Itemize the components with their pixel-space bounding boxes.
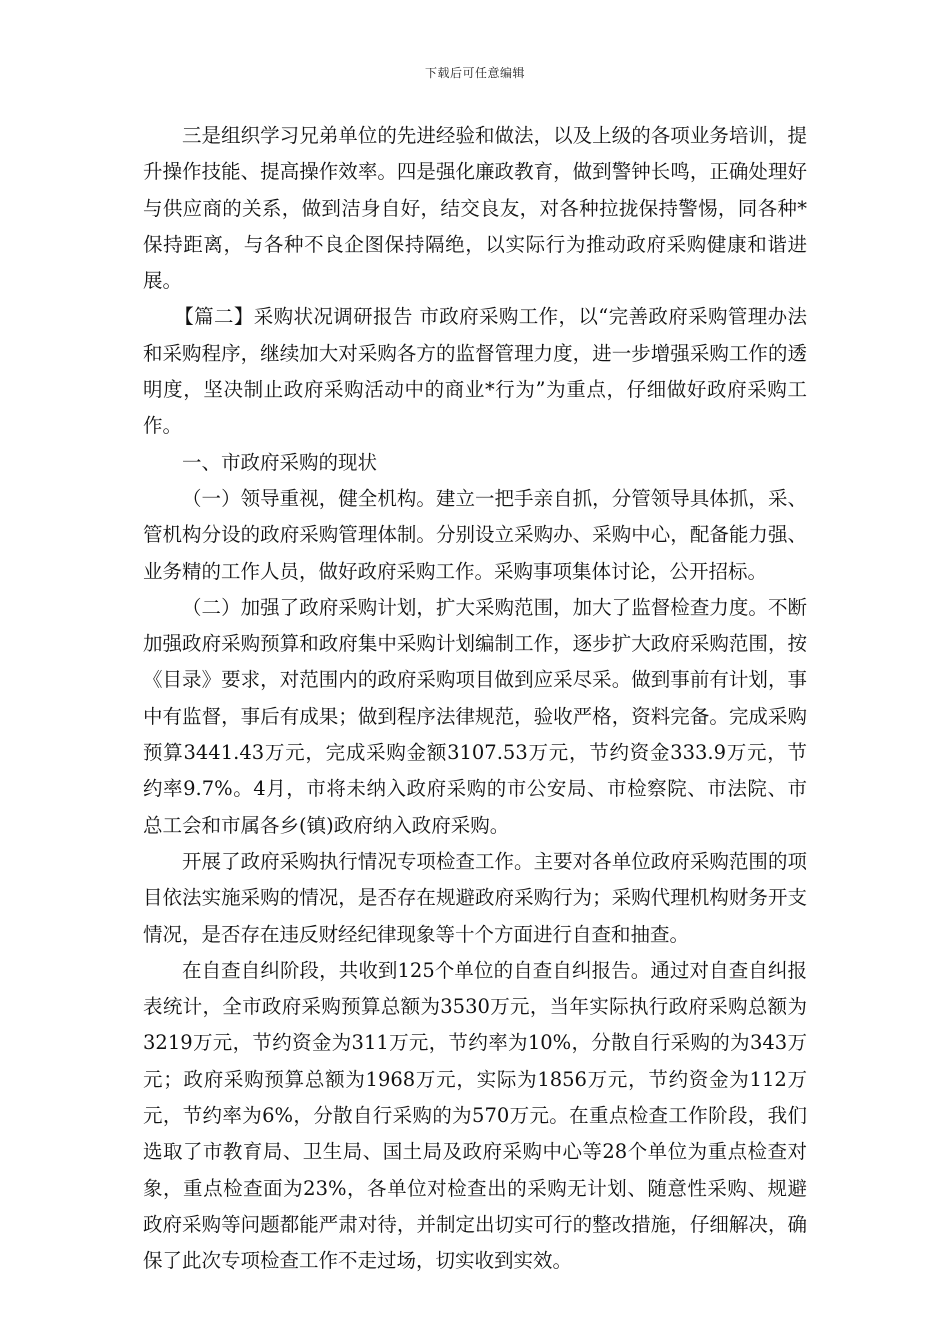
page-header: 下载后可任意编辑 <box>424 66 525 80</box>
document-body <box>143 118 807 1280</box>
section-heading-current-status: 一、市政府采购的现状 <box>182 450 378 474</box>
paragraph-leadership: （一）领导重视，健全机构。建立一把手亲自抓，分管领导具体抓，采、管机构分设的政府采购管理体制。分别设立采购办、采购中心，配备能力强、业务精的工作人员，做好政府采购工作。采购事项集体讨论，公开招标。 <box>143 486 807 583</box>
paragraph-planning: （二）加强了政府采购计划，扩大采购范围，加大了监督检查力度。不断加强政府采购预算和政府集中采购计划编制工作，逐步扩大政府采购范围，按《目录》要求，对范围内的政府采购项目做到应采尽采。做到事前有计划，事中有监督，事后有成果；做到程序法律规范，验收严格，资料完备。完成采购预算3441.43万元，完成采购金额3107.53万元，节约资金333.9万元，节约率9.7%。4月，市将未纳入政府采购的市公安局、市检察院、市法院、市总工会和市属各乡(镇)政府纳入政府采购。 <box>143 595 807 837</box>
paragraph-part-two-intro: 【篇二】采购状况调研报告 市政府采购工作，以“完善政府采购管理办法和采购程序，继续加大对采购各方的监督管理力度，进一步增强采购工作的透明度，坚决制止政府采购活动中的商业*行为”为重点，仔细做好政府采购工作。 <box>143 305 807 438</box>
paragraph-special-inspection: 开展了政府采购执行情况专项检查工作。主要对各单位政府采购范围的项目依法实施采购的情况，是否存在规避政府采购行为；采购代理机构财务开支情况，是否存在违反财经纪律现象等十个方面进行自查和抽查。 <box>143 849 807 946</box>
paragraph-self-inspection: 在自查自纠阶段，共收到125个单位的自查自纠报告。通过对自查自纠报表统计，全市政府采购预算总额为3530万元，当年实际执行政府采购总额为3219万元，节约资金为311万元，节约率为10%，分散自行采购的为343万元；政府采购预算总额为1968万元，实际为1856万元，节约资金为112万元，节约率为6%，分散自行采购的为570万元。在重点检查工作阶段，我们选取了市教育局、卫生局、国土局及政府采购中心等28个单位为重点检查对象，重点检查面为23%，各单位对检查出的采购无计划、随意性采购、规避政府采购等问题都能严肃对待，并制定出切实可行的整改措施，仔细解决，确保了此次专项检查工作不走过场，切实收到实效。 <box>143 958 807 1273</box>
paragraph-opening: 三是组织学习兄弟单位的先进经验和做法，以及上级的各项业务培训，提升操作技能、提高操作效率。四是强化廉政教育，做到警钟长鸣，正确处理好与供应商的关系，做到洁身自好，结交良友，对各种拉拢保持警惕，同各种*保持距离，与各种不良企图保持隔绝，以实际行为推动政府采购健康和谐进展。 <box>143 124 807 293</box>
